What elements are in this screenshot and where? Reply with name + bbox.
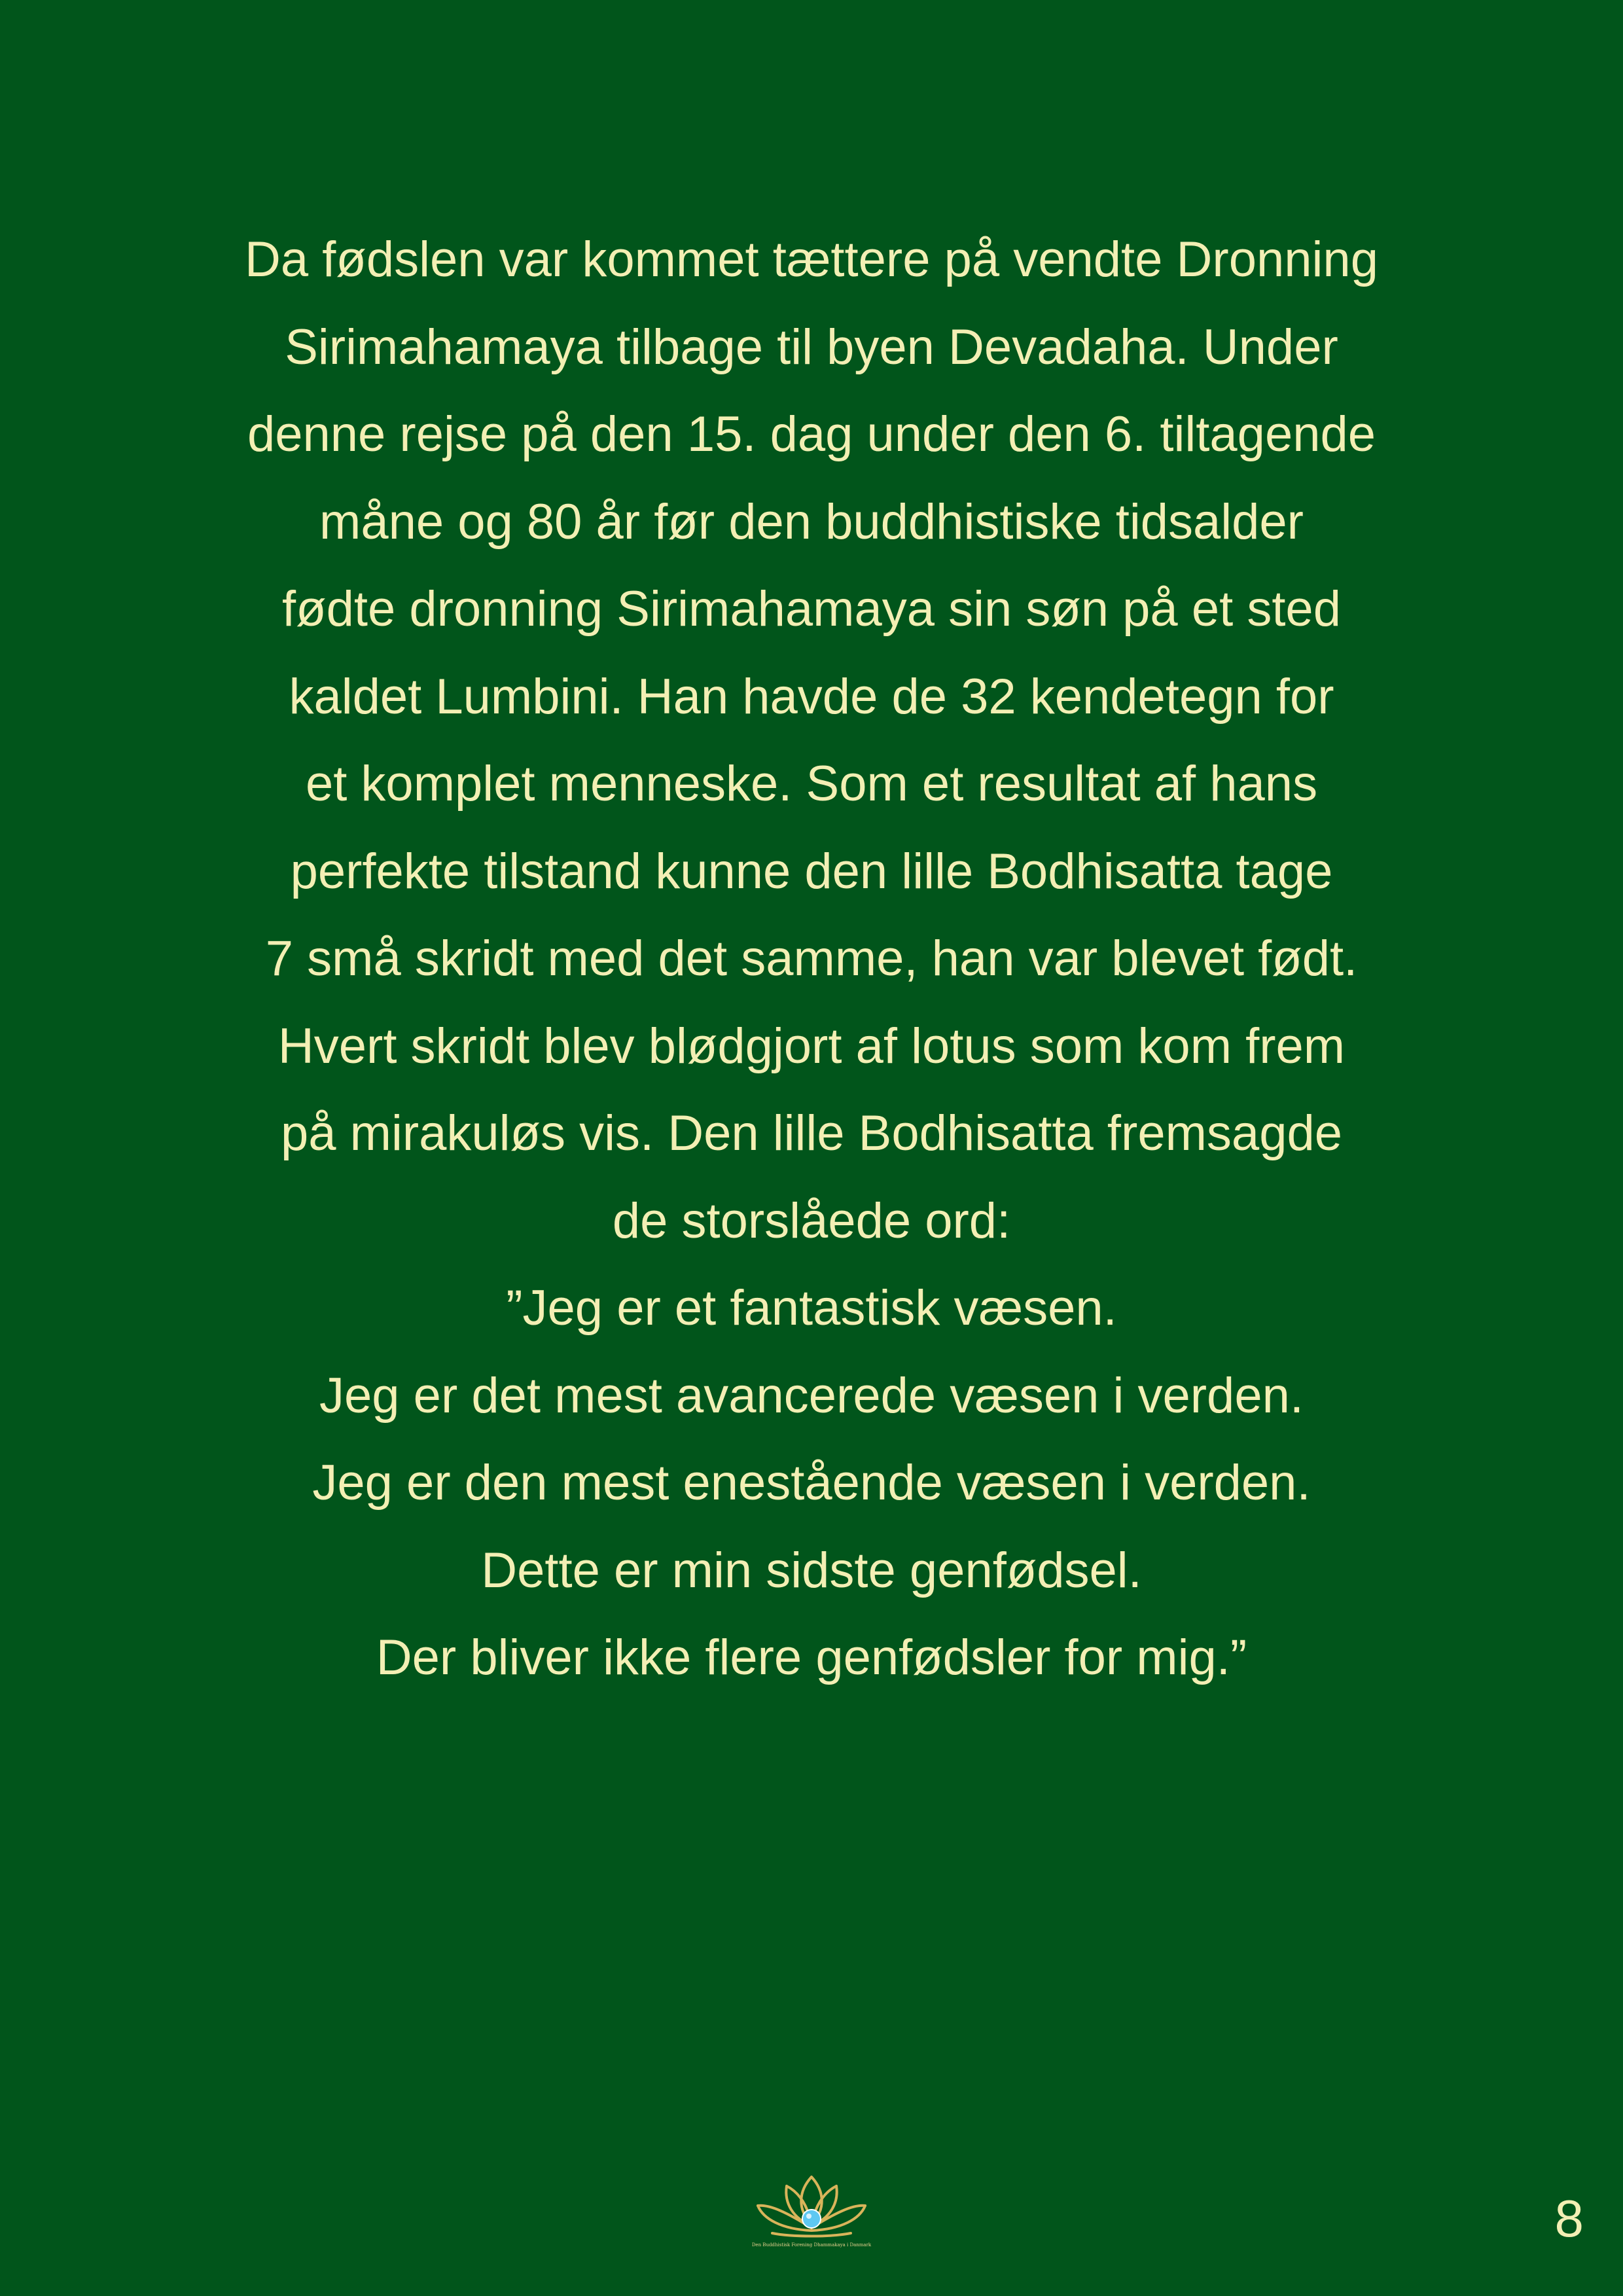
page-number: 8 xyxy=(1554,2189,1584,2248)
logo-caption: Den Buddhistisk Forening Dhammakaya i Danmark xyxy=(751,2242,872,2248)
text-line: Da fødslen var kommet tættere på vendte Dronning xyxy=(245,232,1378,287)
text-line: de storslåede ord: xyxy=(612,1193,1011,1249)
text-line: Sirimahamaya tilbage til byen Devadaha. Under xyxy=(285,319,1338,375)
story-text xyxy=(131,216,1492,1702)
text-line: Hvert skridt blev blødgjort af lotus som kom frem xyxy=(277,1018,1346,1074)
quote-line: Jeg er det mest avancerede væsen i verden. xyxy=(319,1367,1304,1424)
text-line: et komplet menneske. Som et resultat af hans xyxy=(305,756,1318,812)
text-line: på mirakuløs vis. Den lille Bodhisatta fremsagde xyxy=(280,1105,1342,1161)
quote-line: ”Jeg er et fantastisk væsen. xyxy=(506,1280,1117,1336)
quote-line: Der bliver ikke flere genfødsler for mig.” xyxy=(376,1630,1247,1685)
quote-line: Jeg er den mest enestående væsen i verden. xyxy=(312,1455,1311,1511)
text-line: denne rejse på den 15. dag under den 6. tiltagende xyxy=(247,406,1376,462)
text-line: perfekte tilstand kunne den lille Bodhisatta tage xyxy=(290,843,1333,899)
text-line: 7 små skridt med det samme, han var blevet født. xyxy=(265,931,1358,986)
lotus-logo-icon xyxy=(746,2172,877,2250)
text-line: kaldet Lumbini. Han havde de 32 kendetegn for xyxy=(289,668,1334,725)
text-line: måne og 80 år før den buddhistiske tidsalder xyxy=(319,493,1304,550)
quote-line: Dette er min sidste genfødsel. xyxy=(481,1542,1142,1598)
text-line: fødte dronning Sirimahamaya sin søn på et sted xyxy=(282,581,1341,637)
